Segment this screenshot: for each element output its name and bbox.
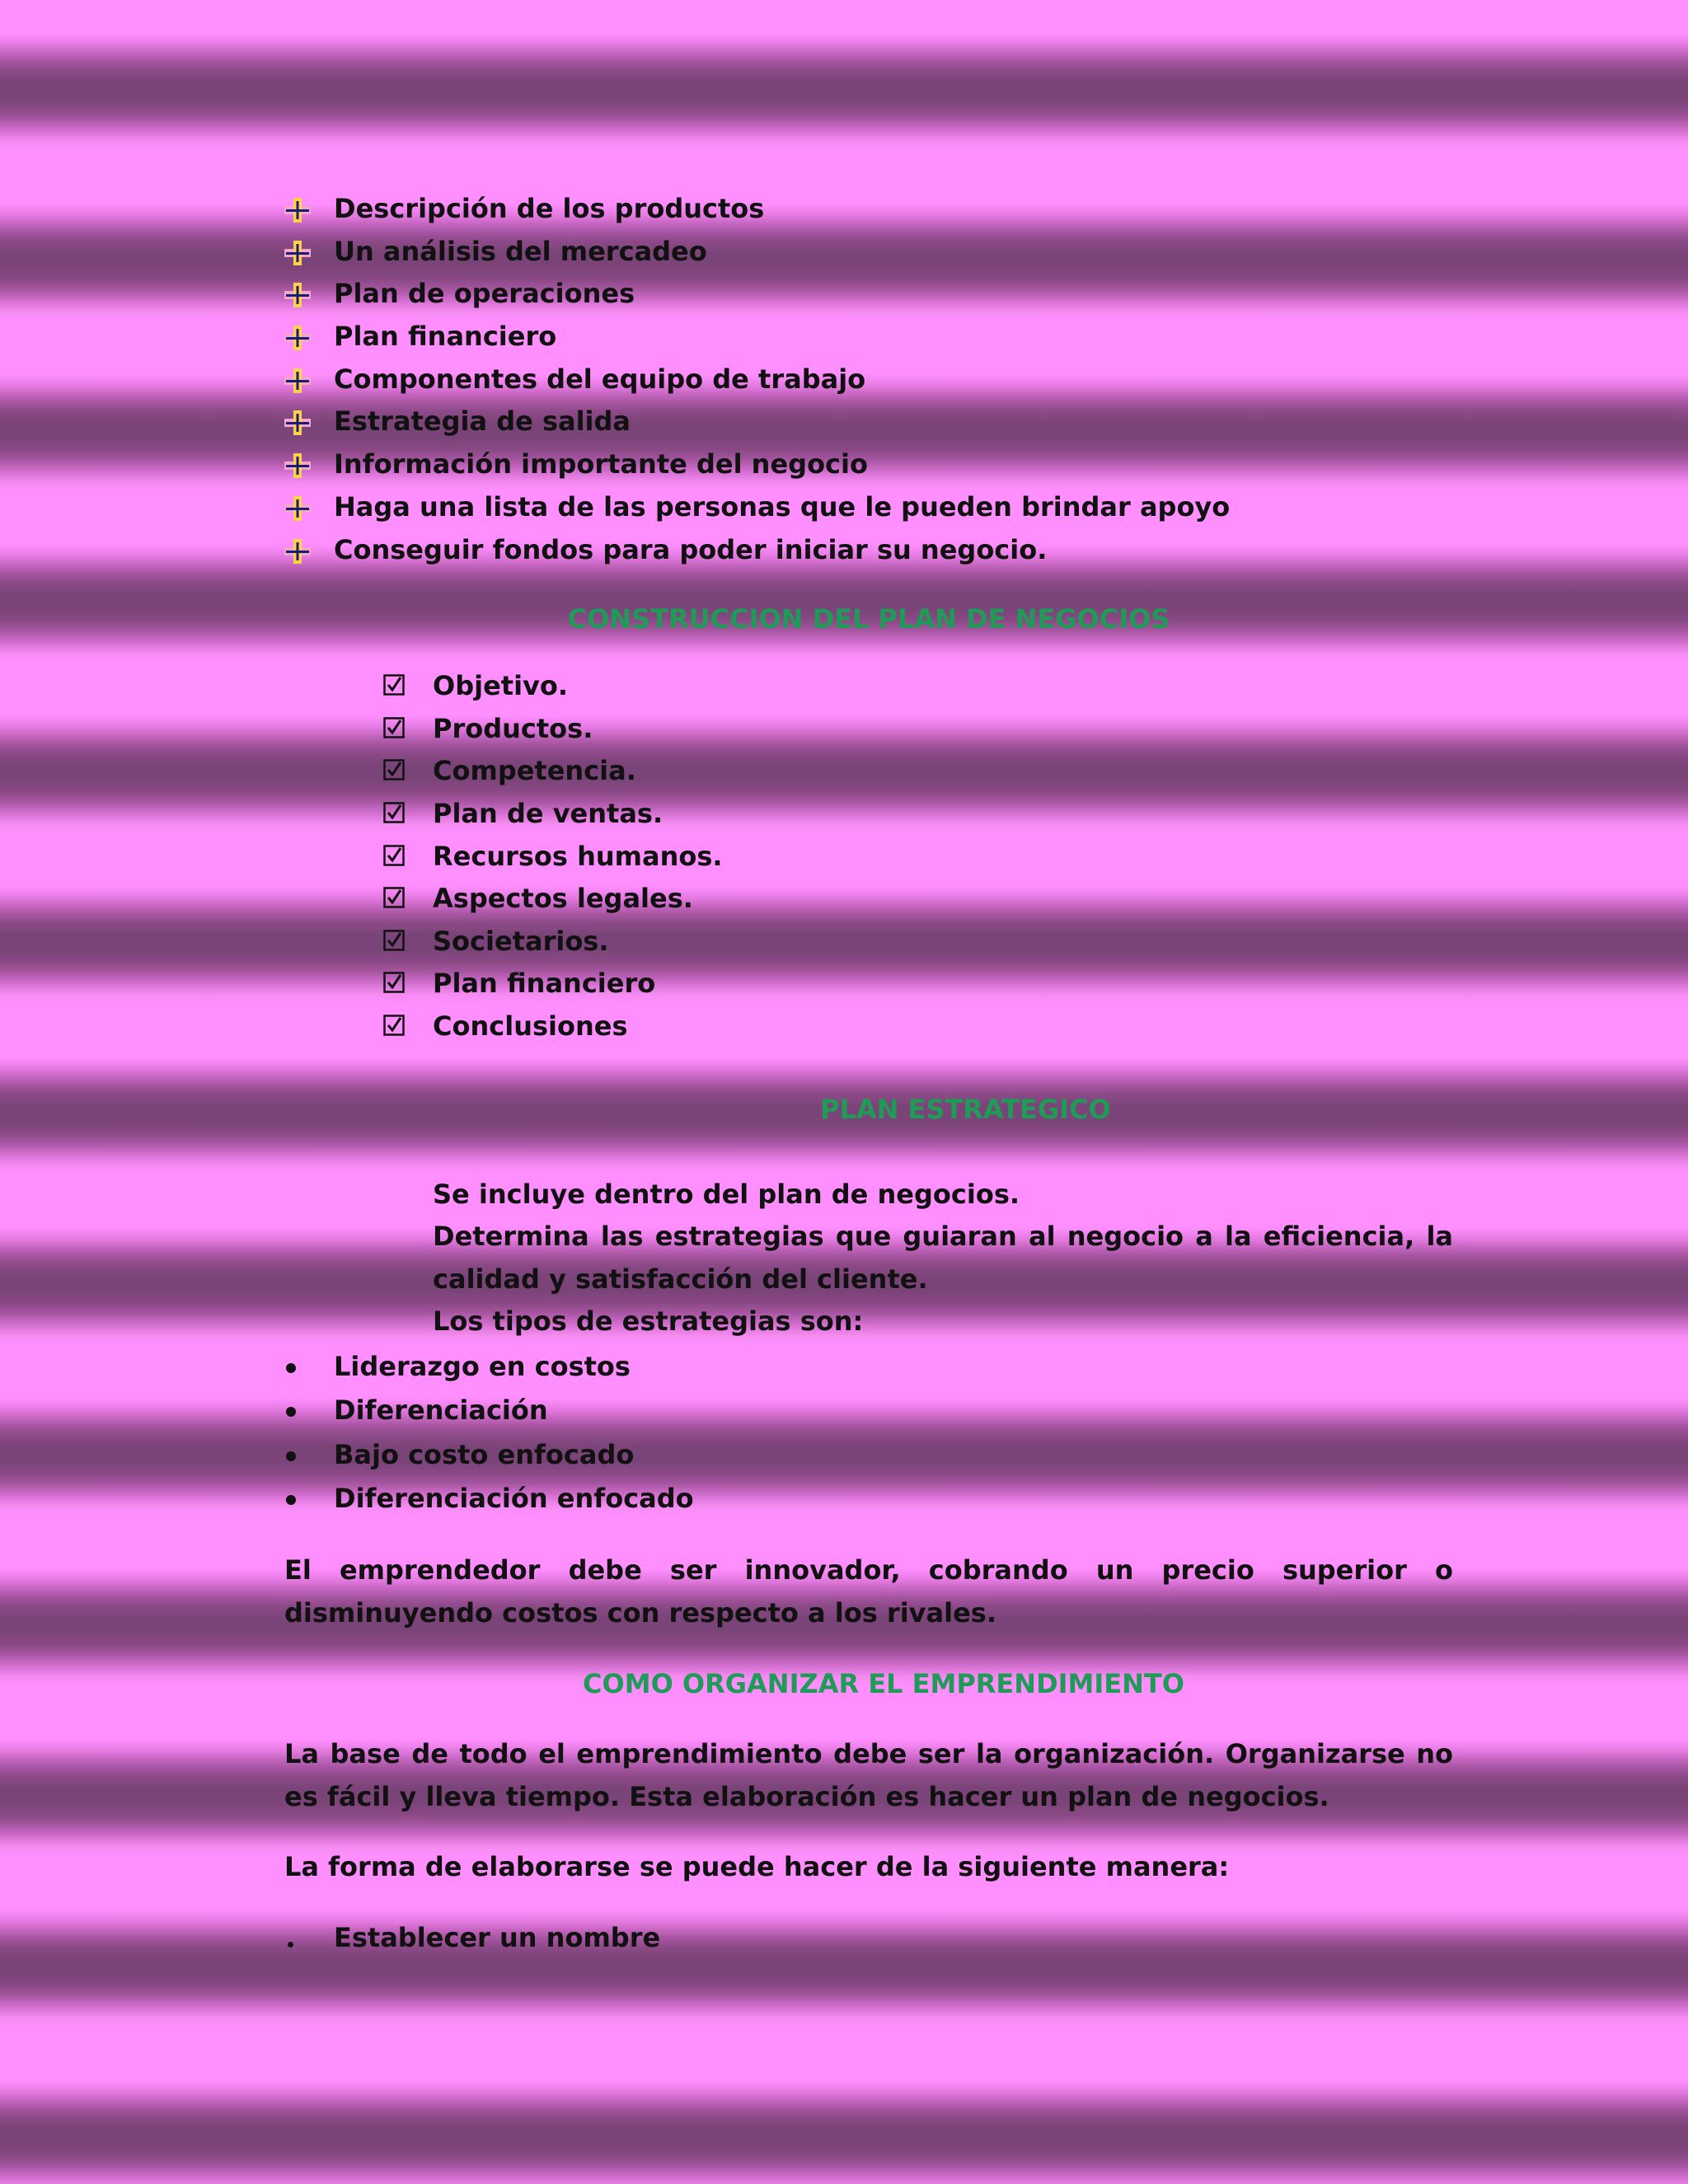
list-item: Descripción de los productos — [284, 188, 1453, 231]
plus-bullet-icon — [284, 453, 311, 478]
list-item: Conseguir fondos para poder iniciar su negocio. — [284, 529, 1453, 572]
estrategico-line: Se incluye dentro del plan de negocios. — [433, 1178, 1020, 1210]
plus-bullet-icon — [284, 410, 311, 435]
list-item: Liderazgo en costos — [284, 1345, 1453, 1390]
checkbox-checked-icon — [383, 1015, 405, 1036]
paragraph-base: La base de todo el emprendimiento debe ser la organización. Organizarse no es fácil y lleva tiempo. Esta elaboración es hacer un plan de negocios. — [284, 1738, 1453, 1812]
plus-bullet-icon — [284, 496, 311, 521]
list-item: Información importante del negocio — [284, 443, 1453, 486]
checklist-item: Plan financiero — [383, 963, 1453, 1005]
list-item-establecer: Establecer un nombre — [284, 1917, 1453, 1960]
checklist-item: Plan de ventas. — [383, 793, 1453, 836]
list-item: Diferenciación — [284, 1389, 1453, 1433]
checkbox-checked-icon — [383, 845, 405, 866]
list-item: Estrategia de salida — [284, 401, 1453, 443]
checkbox-checked-icon — [383, 674, 405, 696]
checklist-item: Societarios. — [383, 921, 1453, 963]
bullet-dot-icon — [286, 1407, 296, 1417]
list-item: Un análisis del mercadeo — [284, 231, 1453, 274]
estrategico-line: Determina las estrategias que guiaran al negocio a la eficiencia, la calidad y satisfacción del cliente. — [433, 1221, 1453, 1295]
list-item: Diferenciación enfocado — [284, 1477, 1453, 1521]
heading-plan-estrategico: PLAN ESTRATEGICO — [820, 1093, 1111, 1125]
plus-bullet-icon — [284, 241, 311, 265]
checklist-item: Productos. — [383, 708, 1453, 751]
checkbox-checked-icon — [383, 930, 405, 951]
list-item: Haga una lista de las personas que le pueden brindar apoyo — [284, 486, 1453, 529]
bullet-dot-icon — [286, 1451, 296, 1461]
strategy-types-list — [284, 1345, 1453, 1521]
list-item: Bajo costo enfocado — [284, 1433, 1453, 1478]
bullet-dot-icon — [286, 1363, 296, 1373]
plus-bullet-icon — [284, 283, 311, 307]
checklist-item: Conclusiones — [383, 1005, 1453, 1048]
checklist-item: Recursos humanos. — [383, 836, 1453, 879]
plan-sections-checklist — [284, 665, 1453, 1047]
paragraph-emprendedor: El emprendedor debe ser innovador, cobrando un precio superior o disminuyendo costos con respecto a los rivales. — [284, 1554, 1453, 1629]
document-page — [284, 188, 1453, 1959]
list-item: Componentes del equipo de trabajo — [284, 359, 1453, 401]
bullet-dot-icon — [286, 1495, 296, 1505]
checkbox-checked-icon — [383, 717, 405, 738]
checkbox-checked-icon — [383, 759, 405, 780]
plus-bullet-icon — [284, 198, 311, 223]
checklist-item: Competencia. — [383, 750, 1453, 793]
checklist-item: Aspectos legales. — [383, 878, 1453, 921]
estrategico-description — [284, 1174, 1453, 1343]
checkbox-checked-icon — [383, 887, 405, 908]
checkbox-checked-icon — [383, 972, 405, 993]
checklist-item: Objetivo. — [383, 665, 1453, 708]
list-item: Plan financiero — [284, 316, 1453, 359]
plus-bullet-icon — [284, 368, 311, 393]
list-item: Plan de operaciones — [284, 273, 1453, 316]
bullet-dot-icon — [288, 1942, 293, 1947]
plus-bullet-icon — [284, 326, 311, 350]
estrategico-line: Los tipos de estrategias son: — [433, 1305, 864, 1338]
heading-construccion: CONSTRUCCION DEL PLAN DE NEGOCIOS — [567, 603, 1170, 635]
heading-organizar: COMO ORGANIZAR EL EMPRENDIMIENTO — [583, 1668, 1184, 1700]
plus-bullet-icon — [284, 539, 311, 564]
plan-elements-list — [284, 188, 1453, 571]
checkbox-checked-icon — [383, 802, 405, 823]
paragraph-forma: La forma de elaborarse se puede hacer de la siguiente manera: — [284, 1851, 1230, 1883]
